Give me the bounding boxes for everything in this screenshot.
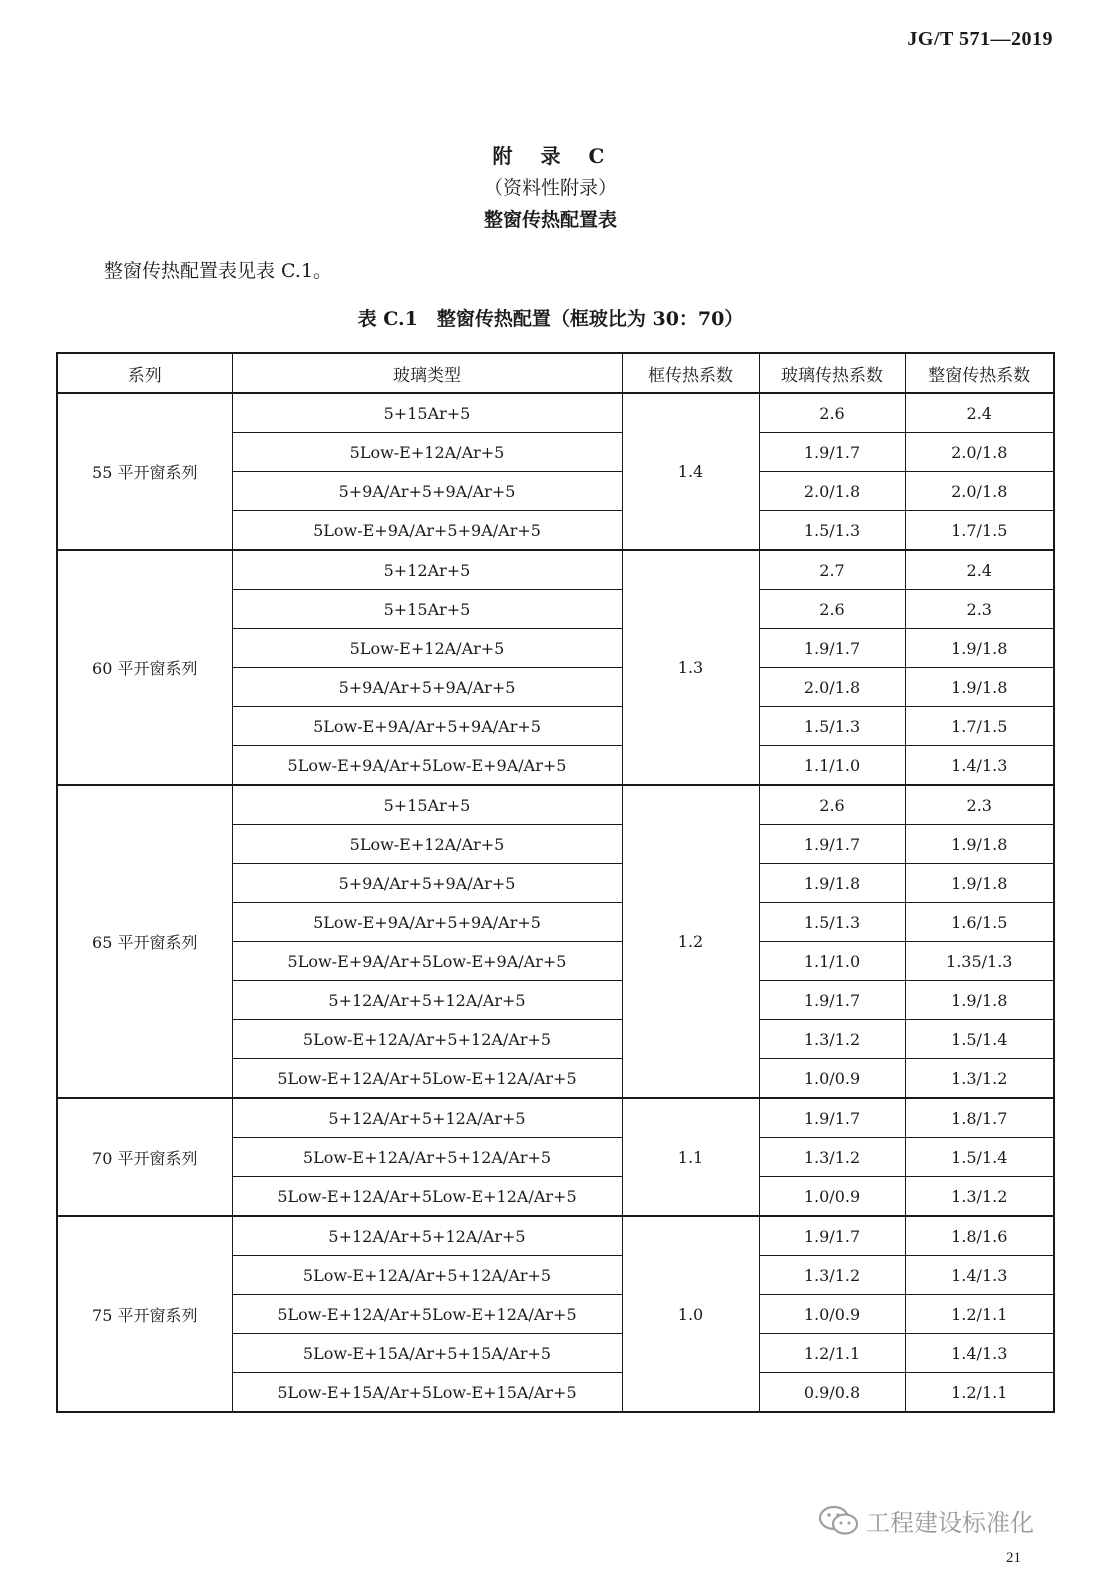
- table-row: [57, 393, 1054, 433]
- frame-u-cell: 1.1: [622, 1098, 759, 1216]
- glass-type-cell: 5Low-E+9A/Ar+5Low-E+9A/Ar+5: [232, 942, 622, 981]
- glass-type-cell: 5Low-E+9A/Ar+5+9A/Ar+5: [232, 511, 622, 551]
- window-u-cell: 1.2/1.1: [905, 1373, 1054, 1413]
- glass-u-cell: 1.9/1.8: [759, 864, 905, 903]
- header-series: 系列: [57, 353, 232, 393]
- glass-u-cell: 1.0/0.9: [759, 1295, 905, 1334]
- glass-u-cell: 0.9/0.8: [759, 1373, 905, 1413]
- window-u-cell: 1.8/1.7: [905, 1098, 1054, 1138]
- window-u-cell: 1.7/1.5: [905, 511, 1054, 551]
- glass-u-cell: 1.9/1.7: [759, 825, 905, 864]
- window-u-cell: 1.9/1.8: [905, 668, 1054, 707]
- window-u-cell: 1.4/1.3: [905, 746, 1054, 786]
- window-u-cell: 2.0/1.8: [905, 472, 1054, 511]
- glass-u-cell: 1.9/1.7: [759, 629, 905, 668]
- window-heat-transfer-table: [56, 352, 1055, 1413]
- glass-u-cell: 1.1/1.0: [759, 942, 905, 981]
- glass-type-cell: 5+15Ar+5: [232, 393, 622, 433]
- series-group: [57, 1216, 1054, 1412]
- window-u-cell: 1.4/1.3: [905, 1256, 1054, 1295]
- window-u-cell: 2.4: [905, 550, 1054, 590]
- glass-type-cell: 5+12A/Ar+5+12A/Ar+5: [232, 1216, 622, 1256]
- intro-paragraph: 整窗传热配置表见表 C.1。: [104, 260, 333, 282]
- series-cell: 65 平开窗系列: [57, 785, 232, 1098]
- glass-u-cell: 1.9/1.7: [759, 981, 905, 1020]
- glass-u-cell: 2.6: [759, 785, 905, 825]
- window-u-cell: 1.9/1.8: [905, 864, 1054, 903]
- window-u-cell: 1.3/1.2: [905, 1177, 1054, 1217]
- glass-type-cell: 5Low-E+12A/Ar+5Low-E+12A/Ar+5: [232, 1177, 622, 1217]
- series-group: [57, 785, 1054, 1098]
- glass-type-cell: 5Low-E+15A/Ar+5Low-E+15A/Ar+5: [232, 1373, 622, 1413]
- series-cell: 60 平开窗系列: [57, 550, 232, 785]
- appendix-name: 整窗传热配置表: [483, 209, 617, 231]
- series-cell: 55 平开窗系列: [57, 393, 232, 550]
- glass-type-cell: 5Low-E+12A/Ar+5: [232, 629, 622, 668]
- window-u-cell: 1.9/1.8: [905, 629, 1054, 668]
- glass-u-cell: 1.5/1.3: [759, 903, 905, 942]
- glass-u-cell: 1.3/1.2: [759, 1020, 905, 1059]
- glass-type-cell: 5Low-E+12A/Ar+5: [232, 825, 622, 864]
- glass-u-cell: 1.5/1.3: [759, 707, 905, 746]
- appendix-title: 附 录 C: [492, 144, 609, 168]
- table-row: [57, 550, 1054, 590]
- glass-u-cell: 1.3/1.2: [759, 1256, 905, 1295]
- document-code: JG/T 571—2019: [907, 28, 1053, 50]
- glass-type-cell: 5Low-E+15A/Ar+5+15A/Ar+5: [232, 1334, 622, 1373]
- frame-u-cell: 1.4: [622, 393, 759, 550]
- glass-u-cell: 1.2/1.1: [759, 1334, 905, 1373]
- glass-type-cell: 5+15Ar+5: [232, 590, 622, 629]
- glass-type-cell: 5Low-E+12A/Ar+5+12A/Ar+5: [232, 1138, 622, 1177]
- table-row: [57, 1098, 1054, 1138]
- window-u-cell: 1.5/1.4: [905, 1138, 1054, 1177]
- window-u-cell: 1.9/1.8: [905, 981, 1054, 1020]
- glass-type-cell: 5+12A/Ar+5+12A/Ar+5: [232, 981, 622, 1020]
- watermark-text: 工程建设标准化: [866, 1509, 1034, 1537]
- glass-type-cell: 5Low-E+9A/Ar+5+9A/Ar+5: [232, 707, 622, 746]
- glass-u-cell: 2.0/1.8: [759, 472, 905, 511]
- glass-type-cell: 5Low-E+12A/Ar+5Low-E+12A/Ar+5: [232, 1295, 622, 1334]
- series-group: [57, 393, 1054, 550]
- glass-type-cell: 5+9A/Ar+5+9A/Ar+5: [232, 668, 622, 707]
- glass-u-cell: 1.0/0.9: [759, 1177, 905, 1217]
- glass-u-cell: 1.5/1.3: [759, 511, 905, 551]
- glass-type-cell: 5+9A/Ar+5+9A/Ar+5: [232, 472, 622, 511]
- series-cell: 70 平开窗系列: [57, 1098, 232, 1216]
- glass-u-cell: 2.6: [759, 590, 905, 629]
- window-u-cell: 1.7/1.5: [905, 707, 1054, 746]
- glass-type-cell: 5Low-E+9A/Ar+5+9A/Ar+5: [232, 903, 622, 942]
- glass-u-cell: 2.7: [759, 550, 905, 590]
- window-u-cell: 1.3/1.2: [905, 1059, 1054, 1099]
- glass-type-cell: 5+9A/Ar+5+9A/Ar+5: [232, 864, 622, 903]
- table-row: [57, 785, 1054, 825]
- appendix-subtitle: （资料性附录）: [483, 177, 617, 199]
- window-u-cell: 1.35/1.3: [905, 942, 1054, 981]
- frame-u-cell: 1.3: [622, 550, 759, 785]
- header-frame-u: 框传热系数: [622, 353, 759, 393]
- series-group: [57, 550, 1054, 785]
- window-u-cell: 1.8/1.6: [905, 1216, 1054, 1256]
- header-glass-u: 玻璃传热系数: [759, 353, 905, 393]
- window-u-cell: 2.3: [905, 590, 1054, 629]
- page-number: 21: [1006, 1550, 1021, 1566]
- glass-type-cell: 5+12Ar+5: [232, 550, 622, 590]
- frame-u-cell: 1.0: [622, 1216, 759, 1412]
- glass-type-cell: 5Low-E+12A/Ar+5+12A/Ar+5: [232, 1256, 622, 1295]
- window-u-cell: 1.4/1.3: [905, 1334, 1054, 1373]
- window-u-cell: 1.9/1.8: [905, 825, 1054, 864]
- glass-u-cell: 2.6: [759, 393, 905, 433]
- wechat-icon: [818, 1504, 860, 1538]
- glass-u-cell: 1.1/1.0: [759, 746, 905, 786]
- glass-type-cell: 5Low-E+12A/Ar+5Low-E+12A/Ar+5: [232, 1059, 622, 1099]
- glass-u-cell: 2.0/1.8: [759, 668, 905, 707]
- frame-u-cell: 1.2: [622, 785, 759, 1098]
- glass-type-cell: 5+12A/Ar+5+12A/Ar+5: [232, 1098, 622, 1138]
- window-u-cell: 2.3: [905, 785, 1054, 825]
- window-u-cell: 2.4: [905, 393, 1054, 433]
- table-row: [57, 1216, 1054, 1256]
- glass-type-cell: 5Low-E+9A/Ar+5Low-E+9A/Ar+5: [232, 746, 622, 786]
- window-u-cell: 1.6/1.5: [905, 903, 1054, 942]
- window-u-cell: 1.2/1.1: [905, 1295, 1054, 1334]
- glass-type-cell: 5Low-E+12A/Ar+5: [232, 433, 622, 472]
- series-cell: 75 平开窗系列: [57, 1216, 232, 1412]
- glass-type-cell: 5+15Ar+5: [232, 785, 622, 825]
- window-u-cell: 2.0/1.8: [905, 433, 1054, 472]
- glass-type-cell: 5Low-E+12A/Ar+5+12A/Ar+5: [232, 1020, 622, 1059]
- table-caption: 表 C.1 整窗传热配置（框玻比为 30：70）: [357, 308, 744, 330]
- table-header-row: [57, 353, 1054, 393]
- header-window-u: 整窗传热系数: [905, 353, 1054, 393]
- window-u-cell: 1.5/1.4: [905, 1020, 1054, 1059]
- header-glass-type: 玻璃类型: [232, 353, 622, 393]
- series-group: [57, 1098, 1054, 1216]
- glass-u-cell: 1.0/0.9: [759, 1059, 905, 1099]
- watermark: [818, 1503, 1034, 1538]
- glass-u-cell: 1.3/1.2: [759, 1138, 905, 1177]
- glass-u-cell: 1.9/1.7: [759, 433, 905, 472]
- glass-u-cell: 1.9/1.7: [759, 1098, 905, 1138]
- glass-u-cell: 1.9/1.7: [759, 1216, 905, 1256]
